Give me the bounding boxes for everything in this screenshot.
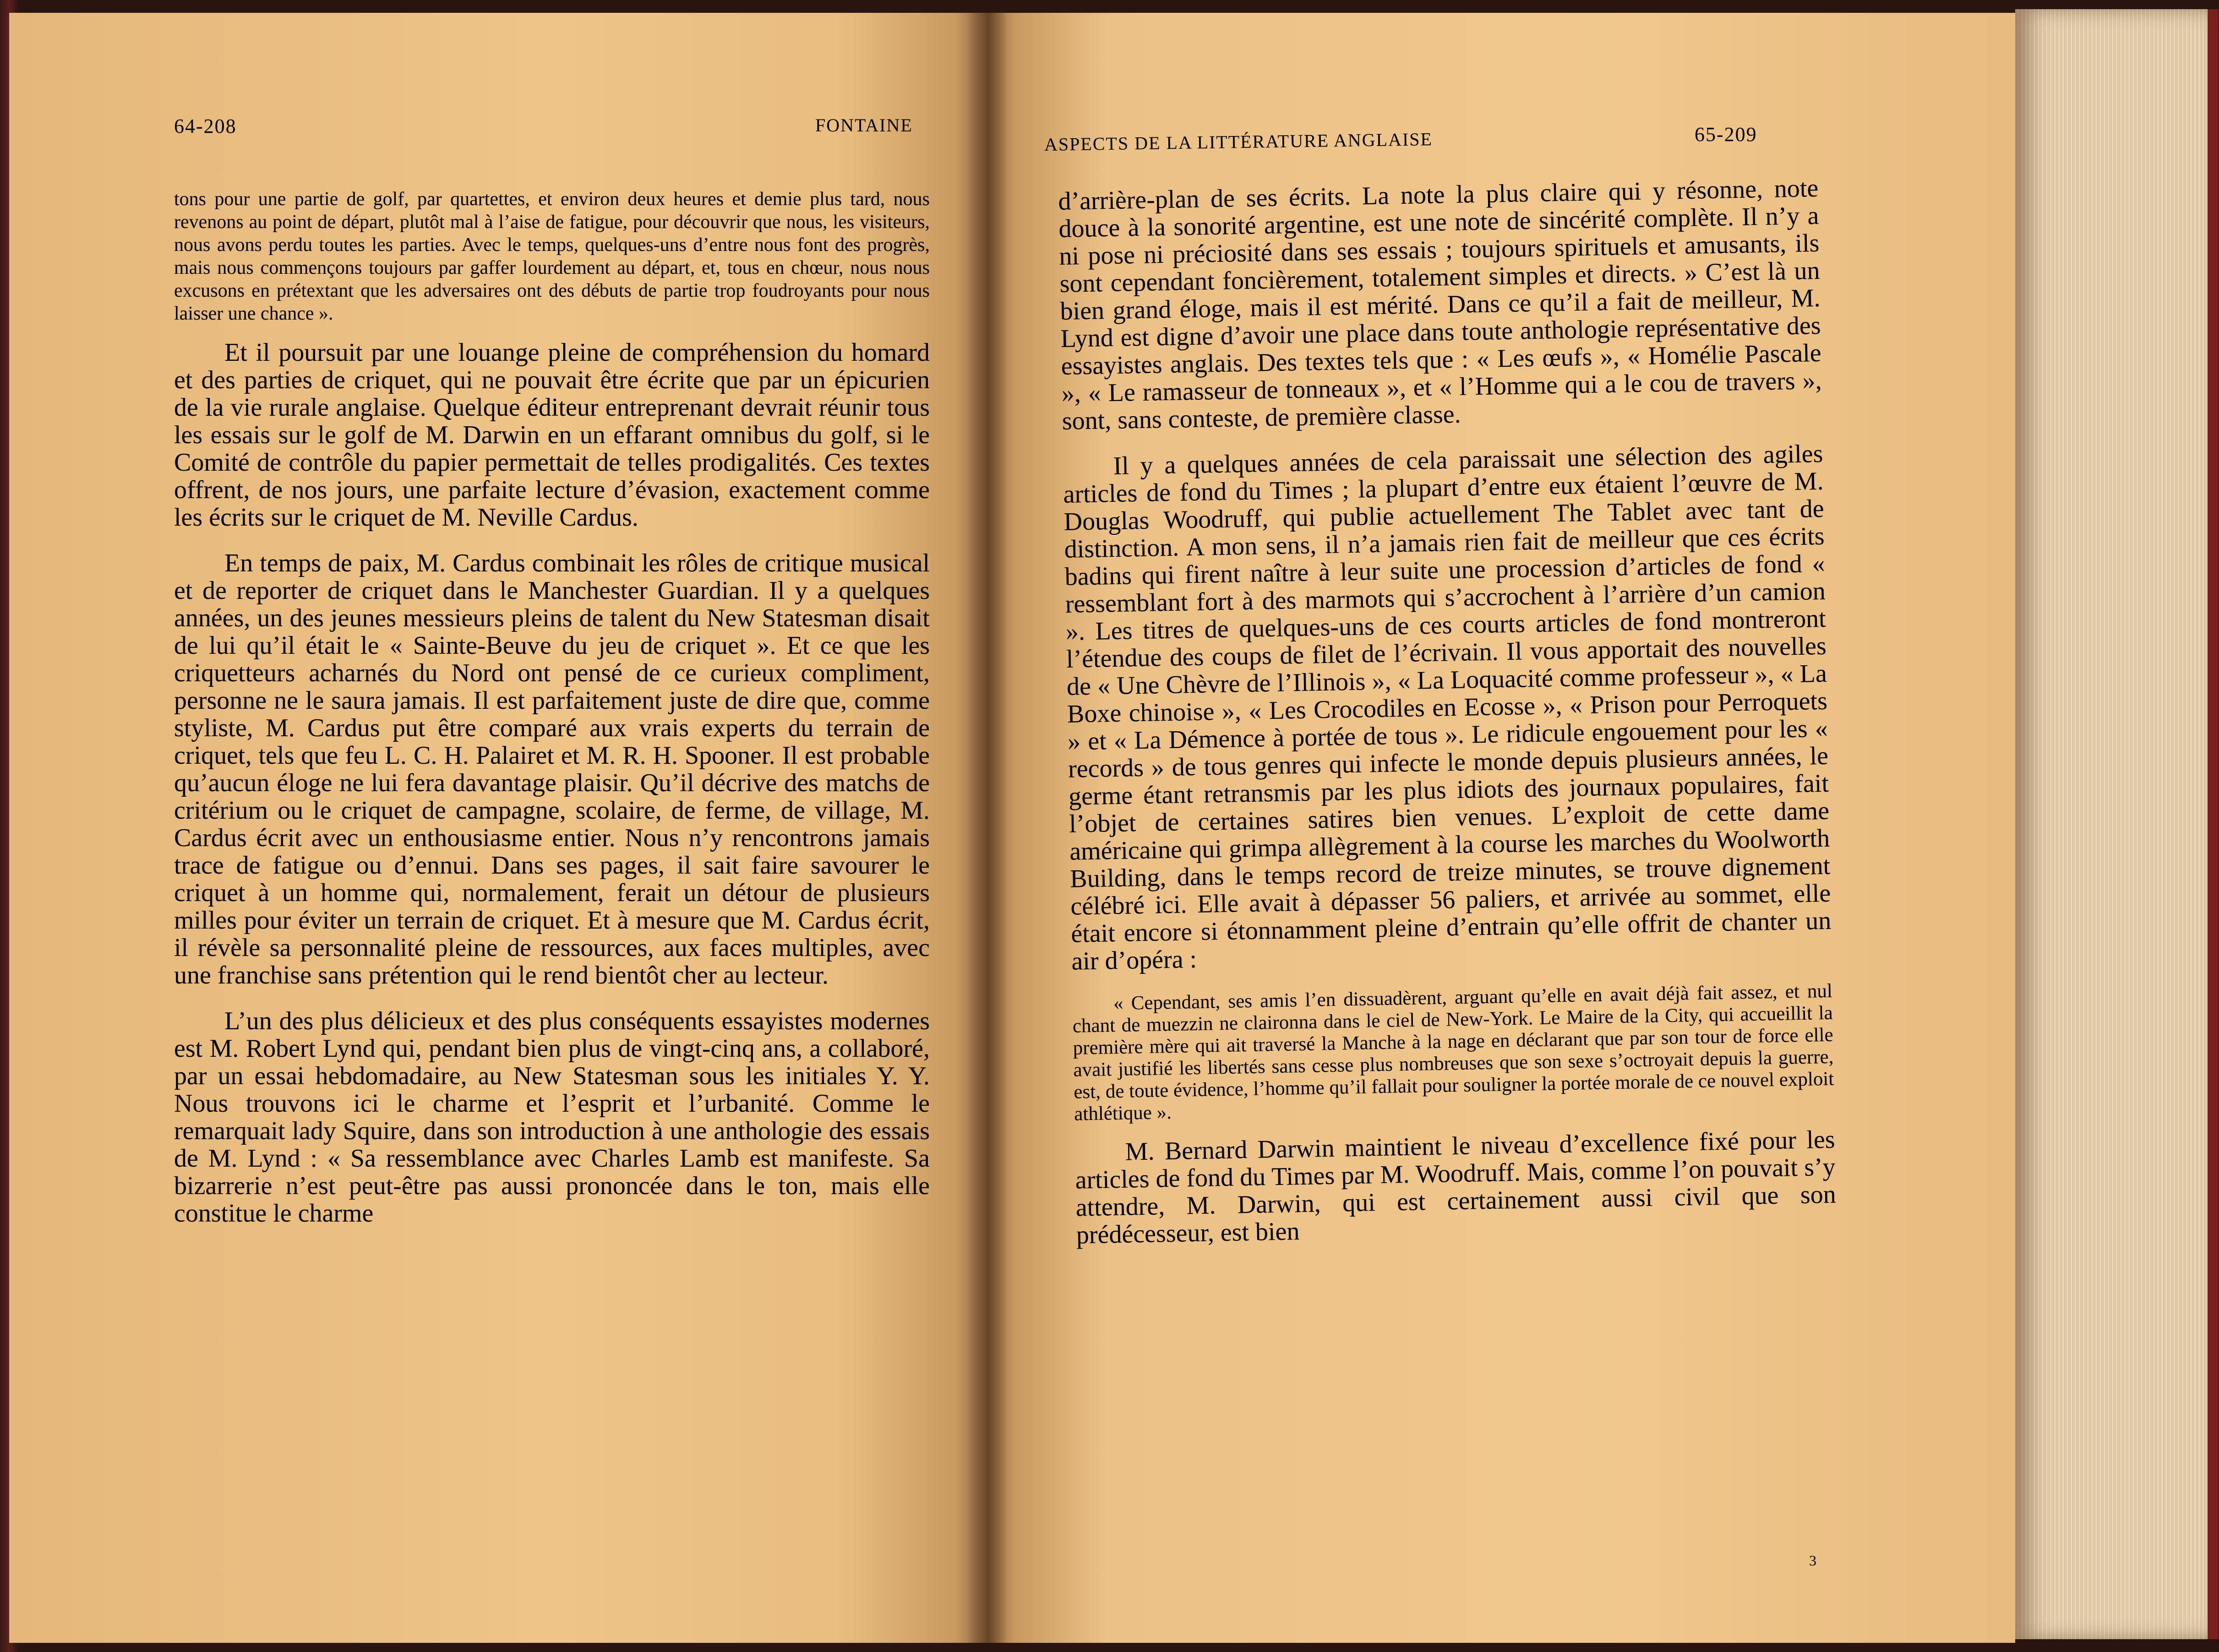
page-edges	[2015, 9, 2219, 1639]
right-text-column	[1058, 174, 1837, 1267]
right-running-title: ASPECTS DE LA LITTÉRATURE ANGLAISE	[1044, 129, 1433, 155]
left-page-number: 64-208	[174, 115, 237, 137]
left-opening-quote: tons pour une partie de golf, par quartettes, et environ deux heures et demie plus tard, nous revenons au point de départ, plutôt mal à l’aise de fatigue, pour découvrir que nous, les visiteurs, nous avons perdu toutes les parties. Avec le temps, quelques-uns d’entre nous font des progrès, mais nous commençons toujours par gaffer lourdement au départ, et, tous en chœur, nous nous excusons en prétextant que les adversaires ont des débuts de partie trop foudroyants pour nous laisser une chance ».	[174, 189, 930, 324]
left-paragraph-3: L’un des plus délicieux et des plus conséquents essayistes modernes est M. Robert Lynd qui, pendant bien plus de vingt-cinq ans, a collaboré, par un essai hebdomadaire, au New Statesman sous les initiales Y. Y. Nous trouvons ici le charme et l’esprit et l’urbanité. Comme le remarquait lady Squire, dans son introduction à une anthologie des essais de M. Lynd : « Sa ressemblance avec Charles Lamb est manifeste. Sa bizarrerie n’est peut-être pas aussi prononcée dans le ton, mais elle constitue le charme	[174, 1007, 930, 1228]
left-running-title: FONTAINE	[815, 115, 913, 136]
left-paragraph-1: Et il poursuit par une louange pleine de compréhension du homard et des parties de criquet, qui ne pouvait être écrite que par un épicurien de la vie rurale anglaise. Quelque éditeur entreprenant devrait réunir tous les essais sur le golf de M. Darwin en un effarant omnibus du golf, si le Comité de contrôle du papier permettait de telles prodigalités. Ces textes offrent, de nos jours, une parfaite lecture d’évasion, exactement comme les écrits sur le criquet de M. Neville Cardus.	[174, 338, 930, 532]
right-page-number: 65-209	[1695, 123, 1757, 146]
book-gutter	[966, 13, 1008, 1643]
right-closing-paragraph: M. Bernard Darwin maintient le niveau d’excellence fixé pour les articles de fond du Times par M. Woodruff. Mais, comme l’on pouvait s’y attendre, M. Darwin, qui est certainement aussi civil que son prédécesseur, est bien	[1075, 1125, 1837, 1250]
right-block-quote: « Cependant, ses amis l’en dissuadèrent, arguant qu’elle en avait déjà fait assez, et nul chant de muezzin ne claironna dans le ciel de New-York. Le Maire de la City, qui accueillit la première mère qui ait traversé la Manche à la nage en déclarant que par son tour de force elle avait justifié les libertés sans cesse plus nombreuses que son sexe s’octroyait depuis la guerre, est, de toute évidence, l’homme qu’il fallait pour souligner la portée morale de ce nouvel exploit athlétique ».	[1072, 980, 1834, 1125]
left-text-column	[174, 188, 930, 1245]
right-paragraph-2: Il y a quelques années de cela paraissait une sélection des agiles articles de fond du Times ; la plupart d’entre eux étaient l’œuvre de M. Douglas Woodruff, qui publie actuellement The Tablet avec tant de distinction. A mon sens, il n’a jamais rien fait de meilleur que ces écrits badins qui firent naître à leur suite une procession d’articles de fond « ressemblant fort à des marmots qui s’accrochent à l’arrière d’un camion ». Les titres de quelques-uns de ces courts articles de fond montreront l’étendue des coups de filet de l’écrivain. Il vous apportait des nouvelles de « Une Chèvre de l’Illinois », « La Loquacité comme professeur », « La Boxe chinoise », « Les Crocodiles en Ecosse », « Prison pour Perroquets » et « La Démence à portée de tous ». Le ridicule engouement pour les « records » de tous genres qui infecte le monde depuis plusieurs années, le germe étant retransmis par les plus idiots des journaux populaires, fait l’objet de certaines satires bien venues. L’exploit de cette dame américaine qui grimpa allègrement à la course les marches du Woolworth Building, dans le temps record de treize minutes, se trouve dignement célébré ici. Elle avait à dépasser 56 paliers, et arrivée au sommet, elle était encore si étonnamment pleine d’entrain qu’elle offrit de chanter un air d’opéra :	[1063, 439, 1832, 976]
signature-mark: 3	[1809, 1552, 1816, 1569]
left-paragraph-2: En temps de paix, M. Cardus combinait les rôles de critique musical et de reporter de criquet dans le Manchester Guardian. Il y a quelques années, un des jeunes messieurs pleins de talent du New Statesman disait de lui qu’il était le « Sainte-Beuve du jeu de criquet ». Et ce que les criquetteurs acharnés du Nord ont pensé de ce curieux compliment, personne ne le saura jamais. Il est parfaitement juste de dire que, comme styliste, M. Cardus put être comparé aux vrais experts du terrain de criquet, tels que feu L. C. H. Palairet et M. R. H. Spooner. Il est probable qu’aucun éloge ne lui fera davantage plaisir. Qu’il décrive des matchs de critérium ou le criquet de campagne, scolaire, de ferme, de village, M. Cardus écrit avec un enthousiasme entier. Nous n’y rencontrons jamais trace de fatigue ou d’ennui. Dans ses pages, il sait faire savourer le criquet à un homme qui, normalement, ferait un détour de plusieurs milles pour éviter un terrain de criquet. Et à mesure que M. Cardus écrit, il révèle sa personnalité pleine de ressources, aux faces multiples, avec une franchise sans prétention qui le rend bientôt cher au lecteur.	[174, 549, 930, 989]
right-paragraph-1: d’arrière-plan de ses écrits. La note la plus claire qui y résonne, note douce à la sonorité argentine, est une note de sincérité complète. Il n’y a ni pose ni préciosité dans ses essais ; toujours spirituels et amusants, ils sont cependant foncièrement, totalement simples et directs. » C’est là un bien grand éloge, mais il est mérité. Dans ce qu’il a fait de meilleur, M. Lynd est digne d’avoir une place dans toute anthologie représentative des essayistes anglais. Des textes tels que : « Les œufs », « Homélie Pascale », « Le ramasseur de tonneaux », et « l’Homme qui a le cou de travers », sont, sans conteste, de première classe.	[1058, 174, 1822, 435]
